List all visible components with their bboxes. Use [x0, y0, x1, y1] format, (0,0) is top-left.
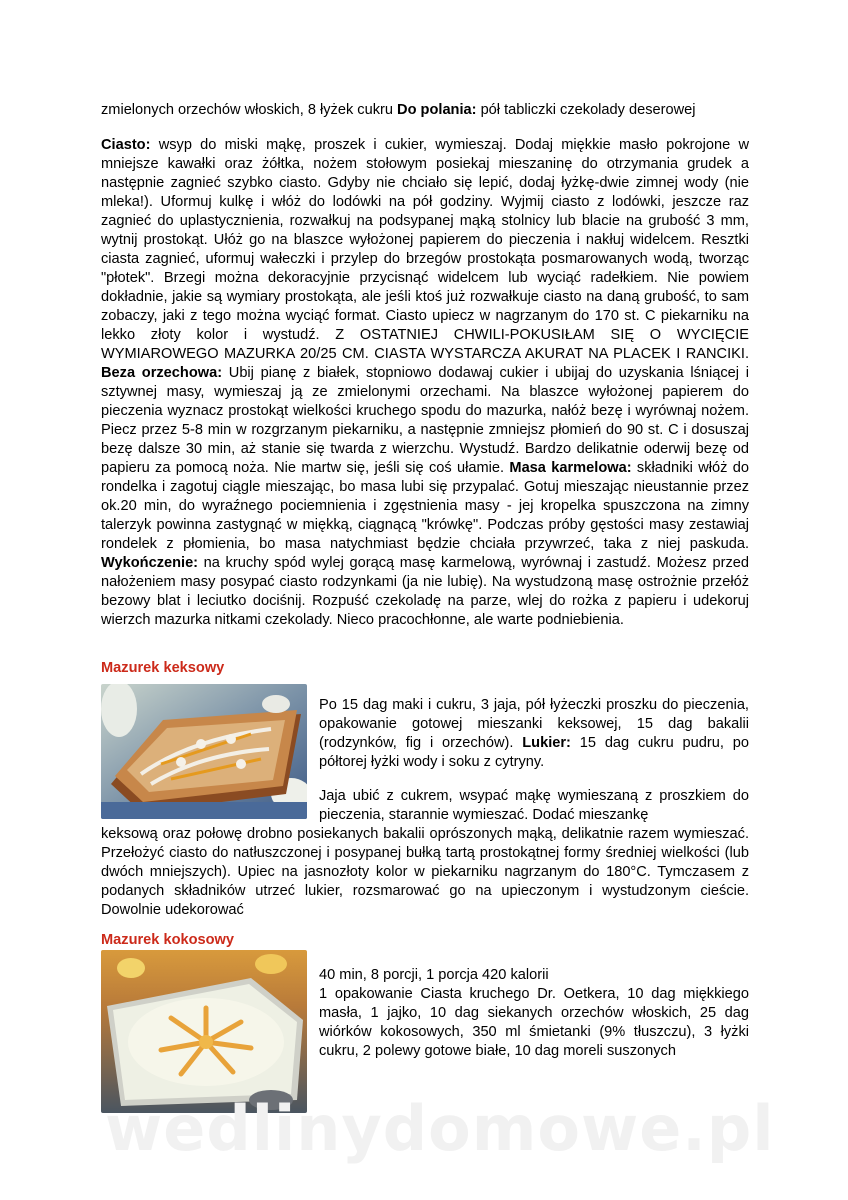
cake-photo-kokosowy-image	[101, 950, 307, 1113]
ciasto-label: Ciasto:	[101, 137, 151, 153]
watermark: wedlinydomowe.pl	[105, 1092, 775, 1165]
masa-label: Masa karmelowa:	[509, 460, 632, 476]
kokosowy-ingredients: 1 opakowanie Ciasta kruchego Dr. Oetkera, 10 dag miękkiego masła, 1 jajko, 10 dag siekanych orzechów włoskich, 25 dag wiórków kokosowych, 350 ml śmietanki (9% tłuszczu), 3 łyżki cukru, 2 polewy gotowe białe, 10 dag moreli suszonych	[319, 986, 749, 1059]
heading-mazurek-keksowy: Mazurek keksowy	[101, 660, 225, 676]
keksowy-method: Jaja ubić z cukrem, wsypać mąkę wymieszaną z proszkiem do pieczenia, starannie wymieszać. Dodać mieszankę keksową oraz połowę drobno posiekanych bakalii oprószonych mąką, delikatnie razem wymieszać. Przełożyć ciasto do natłuszczonej i posypanej bułką tartą prostokątnej formy średniej wielkości (lub dwóch mniejszych). Upiec na jasnozłoty kolor w piekarniku nagrzanym do 180°C. Tymczasem z podanych składników utrzeć lukier, rozsmarować go na upieczonym i wystudzonym cieście. Dowolnie udekorować	[101, 788, 749, 918]
beza-label: Beza orzechowa:	[101, 365, 223, 381]
photo-mazurek-kokosowy	[101, 950, 307, 1113]
keksowy-ingredients: Po 15 dag maki i cukru, 3 jaja, pół łyżeczki proszku do pieczenia, opakowanie gotowej mieszanki keksowej, 15 dag bakalii (rodzynków, fig i orzechów). Lukier: 15 dag cukru pudru, po półtorej łyżki wody i soku z cytryny.	[319, 697, 749, 770]
heading-mazurek-kokosowy: Mazurek kokosowy	[101, 932, 235, 948]
kokosowy-details	[319, 966, 749, 1061]
kokosowy-meta: 40 min, 8 porcji, 1 porcja 420 kalorii	[319, 967, 549, 983]
wykonczenie-label: Wykończenie:	[101, 555, 199, 571]
ciasto-paragraph: Ciasto: wsyp do miski mąkę, proszek i cukier, wymieszaj. Dodaj miękkie masło pokrojone w mniejsze kawałki oraz żółtka, nożem stołowym posiekaj mieszaninę do otrzymania grudek a następnie zagnieć szybko ciasto. Gdyby nie chciało się lepić, dodaj łyżkę-dwie zimnej wody (nie mleka!). Uformuj kulkę i włóż do lodówki na pół godziny. Wyjmij ciasto z lodówki, jeszcze raz zagnieć do uplastycznienia, rozwałkuj na podsypanej mąką stolnicy lub blacie na grubość 3 mm, wytnij prostokąt. Ułóż go na blaszce wyłożonej papierem do pieczenia i nakłuj widelcem. Resztki ciasta zagnieć, uformuj wałeczki i przylep do brzegów prostokąta posmarowanych wodą, tworząc "płotek". Brzegi można dekoracyjnie przycisnąć widelcem lub wyciąć radełkiem. Nie powiem dokładnie, jakie są wymiary prostokąta, ale jeśli ktoś już rozwałkuje ciasto na daną grubość, to sam zobaczy, jaki z tego można wyciąć format. Ciasto upiecz w nagrzanym do 170 st. C piekarniku na lekko złoty kolor i wystudź. Z OSTATNIEJ CHWILI-POKUSIŁAM SIĘ O WYCIĘCIE WYMIAROWEGO MAZURKA 20/25 CM. CIASTA WYSTARCZA AKURAT NA PLACEK I RANCIKI. Beza orzechowa: Ubij pianę z białek, stopniowo dodawaj cukier i ubijaj do uzyskania lśniącej i sztywnej masy, wymieszaj ją ze zmielonymi orzechami. Na blaszce wyłożonej papierem do pieczenia wyznacz prostokąt wielkości kruchego spodu do mazurka, nałóż bezę i wyrównaj nożem. Piecz przez 5-8 min w rozgrzanym piekarniku, a następnie zmniejsz płomień do 90 st. C i dosuszaj bezę dalsze 30 min, aż stanie się twarda z wierzchu. Wystudź. Bardzo delikatnie oderwij bezę od papieru za pomocą noża. Nie martw się, jeśli się coś ułamie. Masa karmelowa: składniki włóż do rondelka i zagotuj ciągle mieszając, bo masa lubi się przypalać. Gotuj mieszając nieustannie przez ok.20 min, do wyraźnego pociemnienia i zgęstnienia masy - jej kropelka spuszczona na zimny talerzyk powinna zastygnąć w miękką, ciągnącą "krówkę". Podczas próby gęstości masy zestawiaj rondelek z płomienia, bo masa natychmiast będzie chciała przywrzeć, taka z niej paskuda. Wykończenie: na kruchy spód wylej gorącą masę karmelową, wyrównaj i zastudź. Możesz przed nałożeniem masy posypać ciasto rodzynkami (ja nie lubię). Na wystudzoną masę ostrożnie przełóż bezowy blat i leciutko dociśnij. Rozpuść czekoladę na parze, wlej do rożka z papieru i udekoruj wierzch mazurka nitkami czekolady. Nieco pracochłonne, ale warte podniebienia.	[101, 137, 749, 628]
lukier-label: Lukier:	[522, 735, 571, 751]
intro-line: zmielonych orzechów włoskich, 8 łyżek cukru Do polania: pół tabliczki czekolady deserowej	[101, 102, 696, 118]
